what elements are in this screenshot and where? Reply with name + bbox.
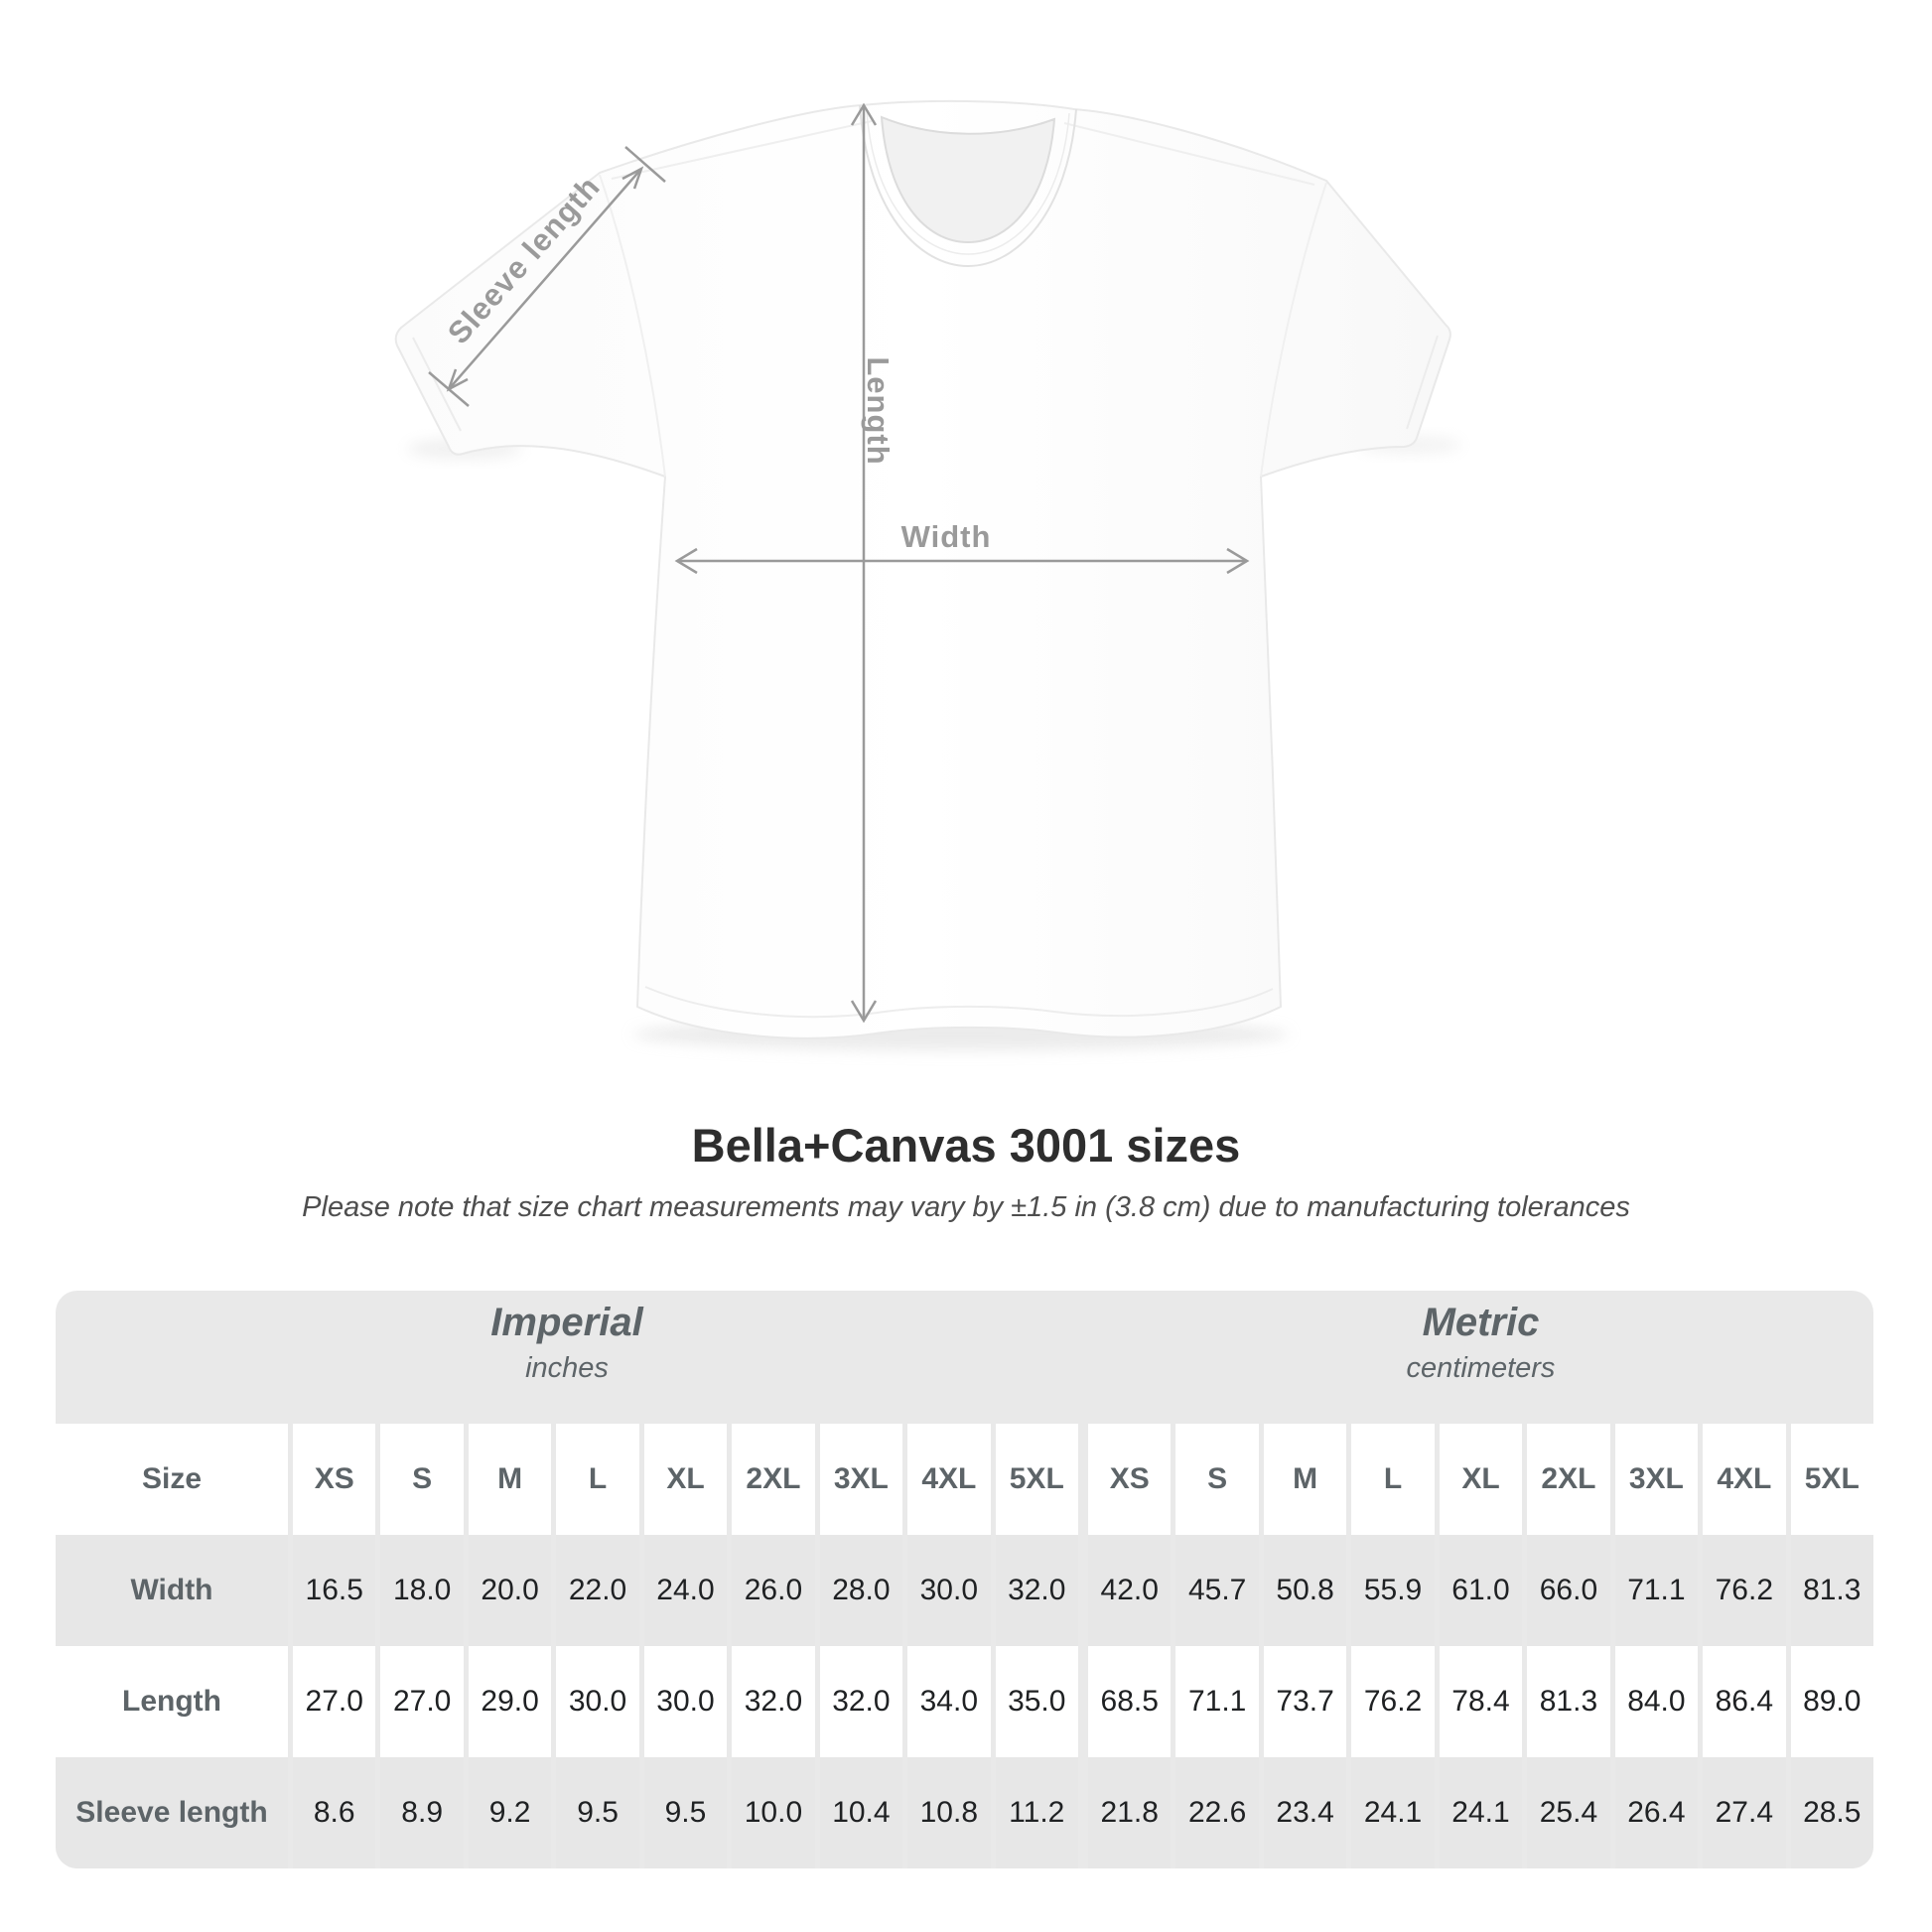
size-col-header: L (1351, 1424, 1434, 1535)
value-cell: 45.7 (1175, 1535, 1258, 1646)
value-cell: 16.5 (293, 1535, 375, 1646)
value-cell: 10.4 (820, 1757, 902, 1868)
value-cell: 10.0 (732, 1757, 814, 1868)
page-title: Bella+Canvas 3001 sizes (691, 1119, 1241, 1172)
value-cell: 22.6 (1175, 1757, 1258, 1868)
size-header-row (56, 1424, 1873, 1535)
value-cell: 32.0 (996, 1535, 1078, 1646)
width-label: Width (900, 519, 992, 554)
value-cell: 32.0 (820, 1646, 902, 1757)
value-cell: 35.0 (996, 1646, 1078, 1757)
metric-group-header (1088, 1291, 1873, 1385)
value-cell: 23.4 (1264, 1757, 1346, 1868)
value-cell: 24.0 (644, 1535, 727, 1646)
value-cell: 71.1 (1615, 1535, 1698, 1646)
imperial-group-header (56, 1291, 1078, 1385)
value-cell: 26.0 (732, 1535, 814, 1646)
size-col-header: M (469, 1424, 551, 1535)
size-col-header: 2XL (732, 1424, 814, 1535)
size-table-card (56, 1291, 1873, 1868)
value-cell: 28.5 (1791, 1757, 1873, 1868)
tolerance-note: Please note that size chart measurements may vary by ±1.5 in (3.8 cm) due to manufacturing tolerances (302, 1191, 1630, 1223)
size-col-header: 5XL (996, 1424, 1078, 1535)
value-cell: 21.8 (1088, 1757, 1171, 1868)
value-cell: 81.3 (1791, 1535, 1873, 1646)
row-label: Width (56, 1535, 288, 1646)
value-cell: 34.0 (907, 1646, 990, 1757)
value-cell: 55.9 (1351, 1535, 1434, 1646)
value-cell: 9.5 (644, 1757, 727, 1868)
value-cell: 76.2 (1703, 1535, 1785, 1646)
value-cell: 9.2 (469, 1757, 551, 1868)
size-col-header: XL (644, 1424, 727, 1535)
size-col-header: XS (1088, 1424, 1171, 1535)
row-label: Sleeve length (56, 1757, 288, 1868)
size-col-header: 4XL (1703, 1424, 1785, 1535)
value-cell: 42.0 (1088, 1535, 1171, 1646)
size-col-header: S (380, 1424, 463, 1535)
imperial-group-title: Imperial (490, 1301, 643, 1344)
metric-group-unit: centimeters (1406, 1352, 1556, 1384)
value-cell: 30.0 (907, 1535, 990, 1646)
size-col-header: 2XL (1527, 1424, 1609, 1535)
size-table-body (56, 1424, 1873, 1868)
size-col-header: M (1264, 1424, 1346, 1535)
value-cell: 18.0 (380, 1535, 463, 1646)
value-cell: 29.0 (469, 1646, 551, 1757)
value-cell: 10.8 (907, 1757, 990, 1868)
value-cell: 71.1 (1175, 1646, 1258, 1757)
value-cell: 8.6 (293, 1757, 375, 1868)
value-cell: 86.4 (1703, 1646, 1785, 1757)
size-col-header: L (556, 1424, 638, 1535)
size-col-header: 4XL (907, 1424, 990, 1535)
value-cell: 76.2 (1351, 1646, 1434, 1757)
size-col-header: 5XL (1791, 1424, 1873, 1535)
metric-group-title: Metric (1422, 1301, 1540, 1344)
value-cell: 8.9 (380, 1757, 463, 1868)
value-cell: 9.5 (556, 1757, 638, 1868)
size-col-header: 3XL (1615, 1424, 1698, 1535)
value-cell: 24.1 (1440, 1757, 1522, 1868)
table-row (56, 1646, 1873, 1757)
size-col-header: S (1175, 1424, 1258, 1535)
value-cell: 68.5 (1088, 1646, 1171, 1757)
value-cell: 30.0 (556, 1646, 638, 1757)
value-cell: 78.4 (1440, 1646, 1522, 1757)
value-cell: 66.0 (1527, 1535, 1609, 1646)
value-cell: 61.0 (1440, 1535, 1522, 1646)
value-cell: 24.1 (1351, 1757, 1434, 1868)
value-cell: 81.3 (1527, 1646, 1609, 1757)
value-cell: 50.8 (1264, 1535, 1346, 1646)
unit-group-header (56, 1291, 1873, 1424)
sleeve-length-label: Sleeve length (440, 169, 608, 350)
table-row (56, 1757, 1873, 1868)
size-row-label: Size (56, 1424, 288, 1535)
value-cell: 27.4 (1703, 1757, 1785, 1868)
value-cell: 28.0 (820, 1535, 902, 1646)
value-cell: 25.4 (1527, 1757, 1609, 1868)
value-cell: 73.7 (1264, 1646, 1346, 1757)
row-label: Length (56, 1646, 288, 1757)
value-cell: 32.0 (732, 1646, 814, 1757)
value-cell: 27.0 (293, 1646, 375, 1757)
table-row (56, 1535, 1873, 1646)
size-col-header: XL (1440, 1424, 1522, 1535)
value-cell: 89.0 (1791, 1646, 1873, 1757)
value-cell: 20.0 (469, 1535, 551, 1646)
value-cell: 11.2 (996, 1757, 1078, 1868)
value-cell: 30.0 (644, 1646, 727, 1757)
length-label: Length (861, 356, 896, 466)
value-cell: 22.0 (556, 1535, 638, 1646)
value-cell: 27.0 (380, 1646, 463, 1757)
size-col-header: XS (293, 1424, 375, 1535)
value-cell: 84.0 (1615, 1646, 1698, 1757)
size-col-header: 3XL (820, 1424, 902, 1535)
imperial-group-unit: inches (525, 1352, 609, 1384)
value-cell: 26.4 (1615, 1757, 1698, 1868)
